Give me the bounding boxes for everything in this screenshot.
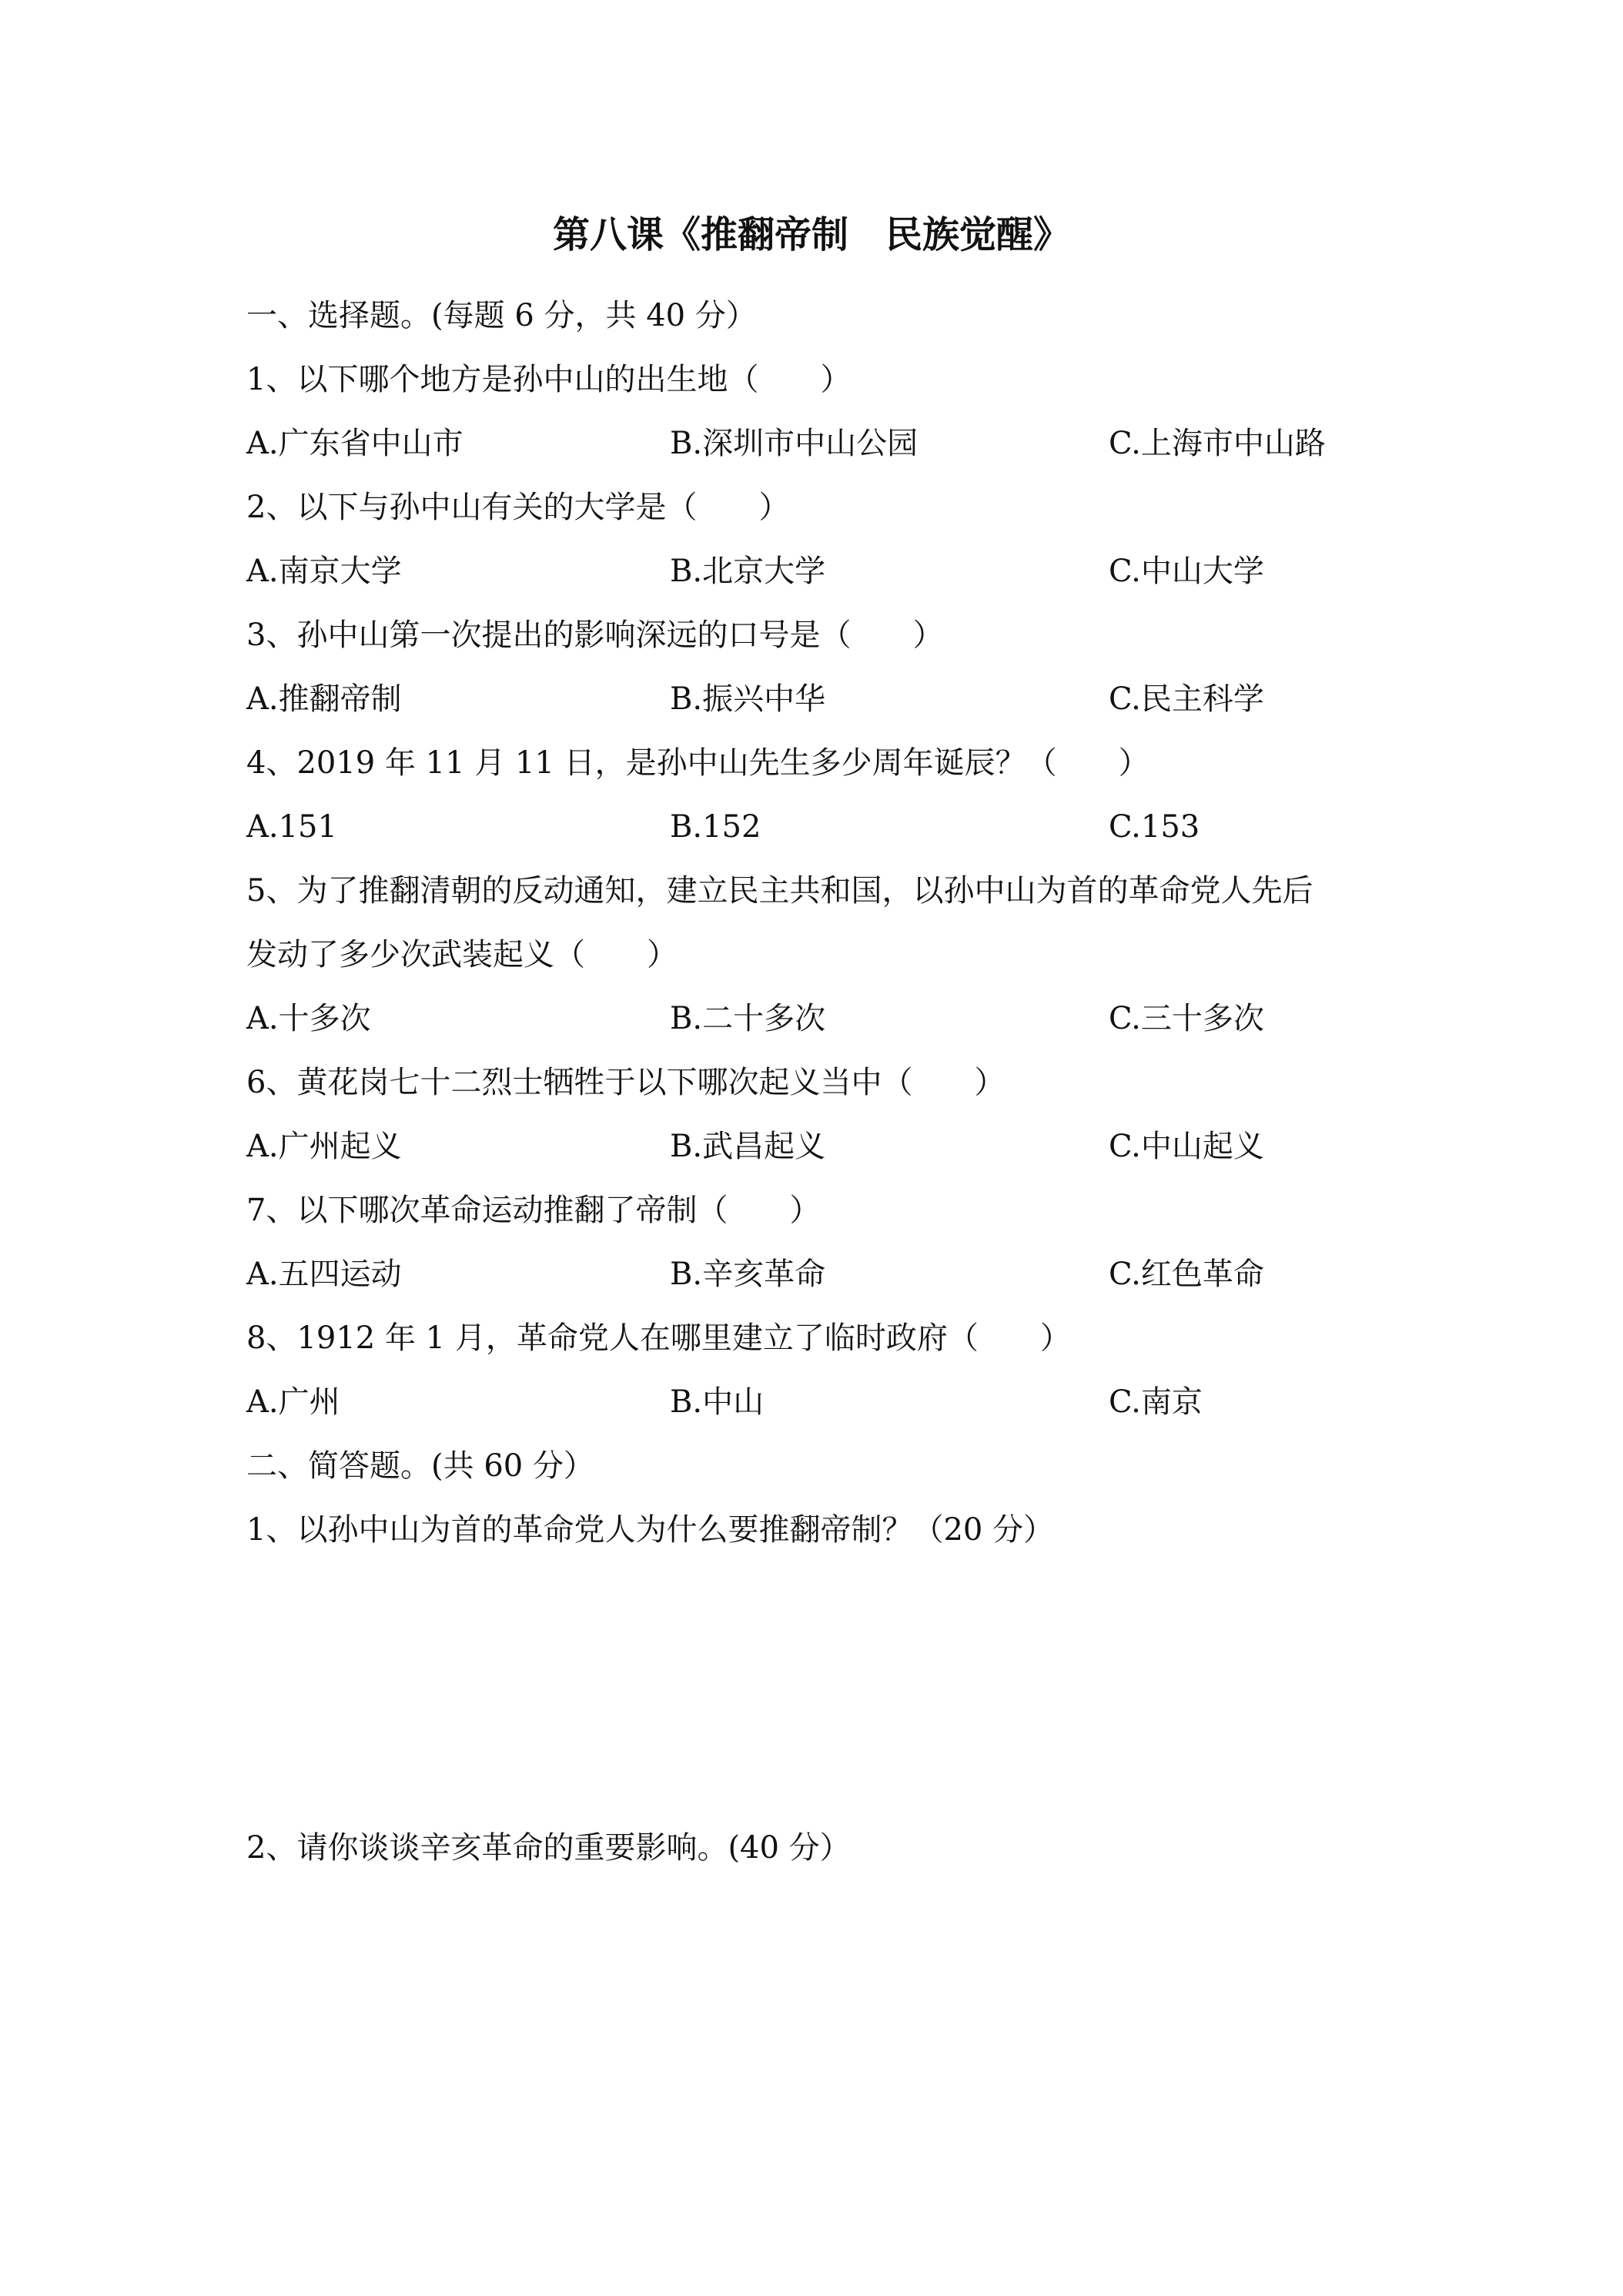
question-5-option-c[interactable]: C.三十多次 [1109, 1001, 1264, 1036]
question-1-option-b[interactable]: B.深圳市中山公园 [670, 426, 919, 461]
question-2-option-c[interactable]: C.中山大学 [1109, 554, 1264, 589]
question-1-option-a[interactable]: A.广东省中山市 [246, 426, 463, 461]
question-7-option-a[interactable]: A.五四运动 [246, 1257, 402, 1292]
question-4-option-b[interactable]: B.152 [670, 809, 761, 845]
question-5-option-a[interactable]: A.十多次 [246, 1001, 371, 1036]
section-heading-multiple-choice: 一、选择题。(每题 6 分，共 40 分） [246, 298, 757, 333]
question-8-option-b[interactable]: B.中山 [670, 1384, 765, 1420]
question-5-option-b[interactable]: B.二十多次 [670, 1001, 826, 1036]
question-4-option-c[interactable]: C.153 [1109, 809, 1200, 845]
question-2-option-b[interactable]: B.北京大学 [670, 554, 826, 589]
question-6: 6、黄花岗七十二烈士牺牲于以下哪次起义当中（ ） [246, 1065, 1006, 1100]
question-7: 7、以下哪次革命运动推翻了帝制（ ） [246, 1193, 821, 1228]
question-8-option-a[interactable]: A.广州 [246, 1384, 340, 1420]
question-5: 5、为了推翻清朝的反动通知，建立民主共和国，以孙中山为首的革命党人先后 [246, 873, 1313, 909]
question-4: 4、2019 年 11 月 11 日，是孙中山先生多少周年诞辰？（ ） [246, 745, 1149, 781]
short-answer-1-blank-area[interactable] [246, 1563, 1386, 1809]
question-2: 2、以下与孙中山有关的大学是（ ） [246, 490, 790, 525]
question-3-option-a[interactable]: A.推翻帝制 [246, 681, 402, 717]
question-7-option-c[interactable]: C.红色革命 [1109, 1257, 1264, 1292]
question-4-option-a[interactable]: A.151 [246, 809, 337, 845]
question-7-option-b[interactable]: B.辛亥革命 [670, 1257, 826, 1292]
question-6-option-a[interactable]: A.广州起义 [246, 1129, 402, 1164]
question-1: 1、以下哪个地方是孙中山的出生地（ ） [246, 362, 852, 397]
question-6-option-c[interactable]: C.中山起义 [1109, 1129, 1264, 1164]
short-answer-2-blank-area[interactable] [246, 1879, 1386, 2264]
question-3-option-c[interactable]: C.民主科学 [1109, 681, 1264, 717]
question-8: 8、1912 年 1 月，革命党人在哪里建立了临时政府（ ） [246, 1320, 1071, 1356]
question-1-option-c[interactable]: C.上海市中山路 [1109, 426, 1326, 461]
section-heading-short-answer: 二、简答题。(共 60 分） [246, 1448, 594, 1484]
question-2-option-a[interactable]: A.南京大学 [246, 554, 402, 589]
short-answer-question-1: 1、以孙中山为首的革命党人为什么要推翻帝制？（20 分） [246, 1512, 1055, 1548]
question-6-option-b[interactable]: B.武昌起义 [670, 1129, 826, 1164]
question-3-option-b[interactable]: B.振兴中华 [670, 681, 826, 717]
question-8-option-c[interactable]: C.南京 [1109, 1384, 1203, 1420]
question-5-continued: 发动了多少次武装起义（ ） [246, 937, 678, 972]
question-3: 3、孙中山第一次提出的影响深远的口号是（ ） [246, 618, 944, 653]
page-title: 第八课《推翻帝制 民族觉醒》 [552, 213, 1070, 256]
short-answer-question-2: 2、请你谈谈辛亥革命的重要影响。(40 分） [246, 1830, 851, 1866]
